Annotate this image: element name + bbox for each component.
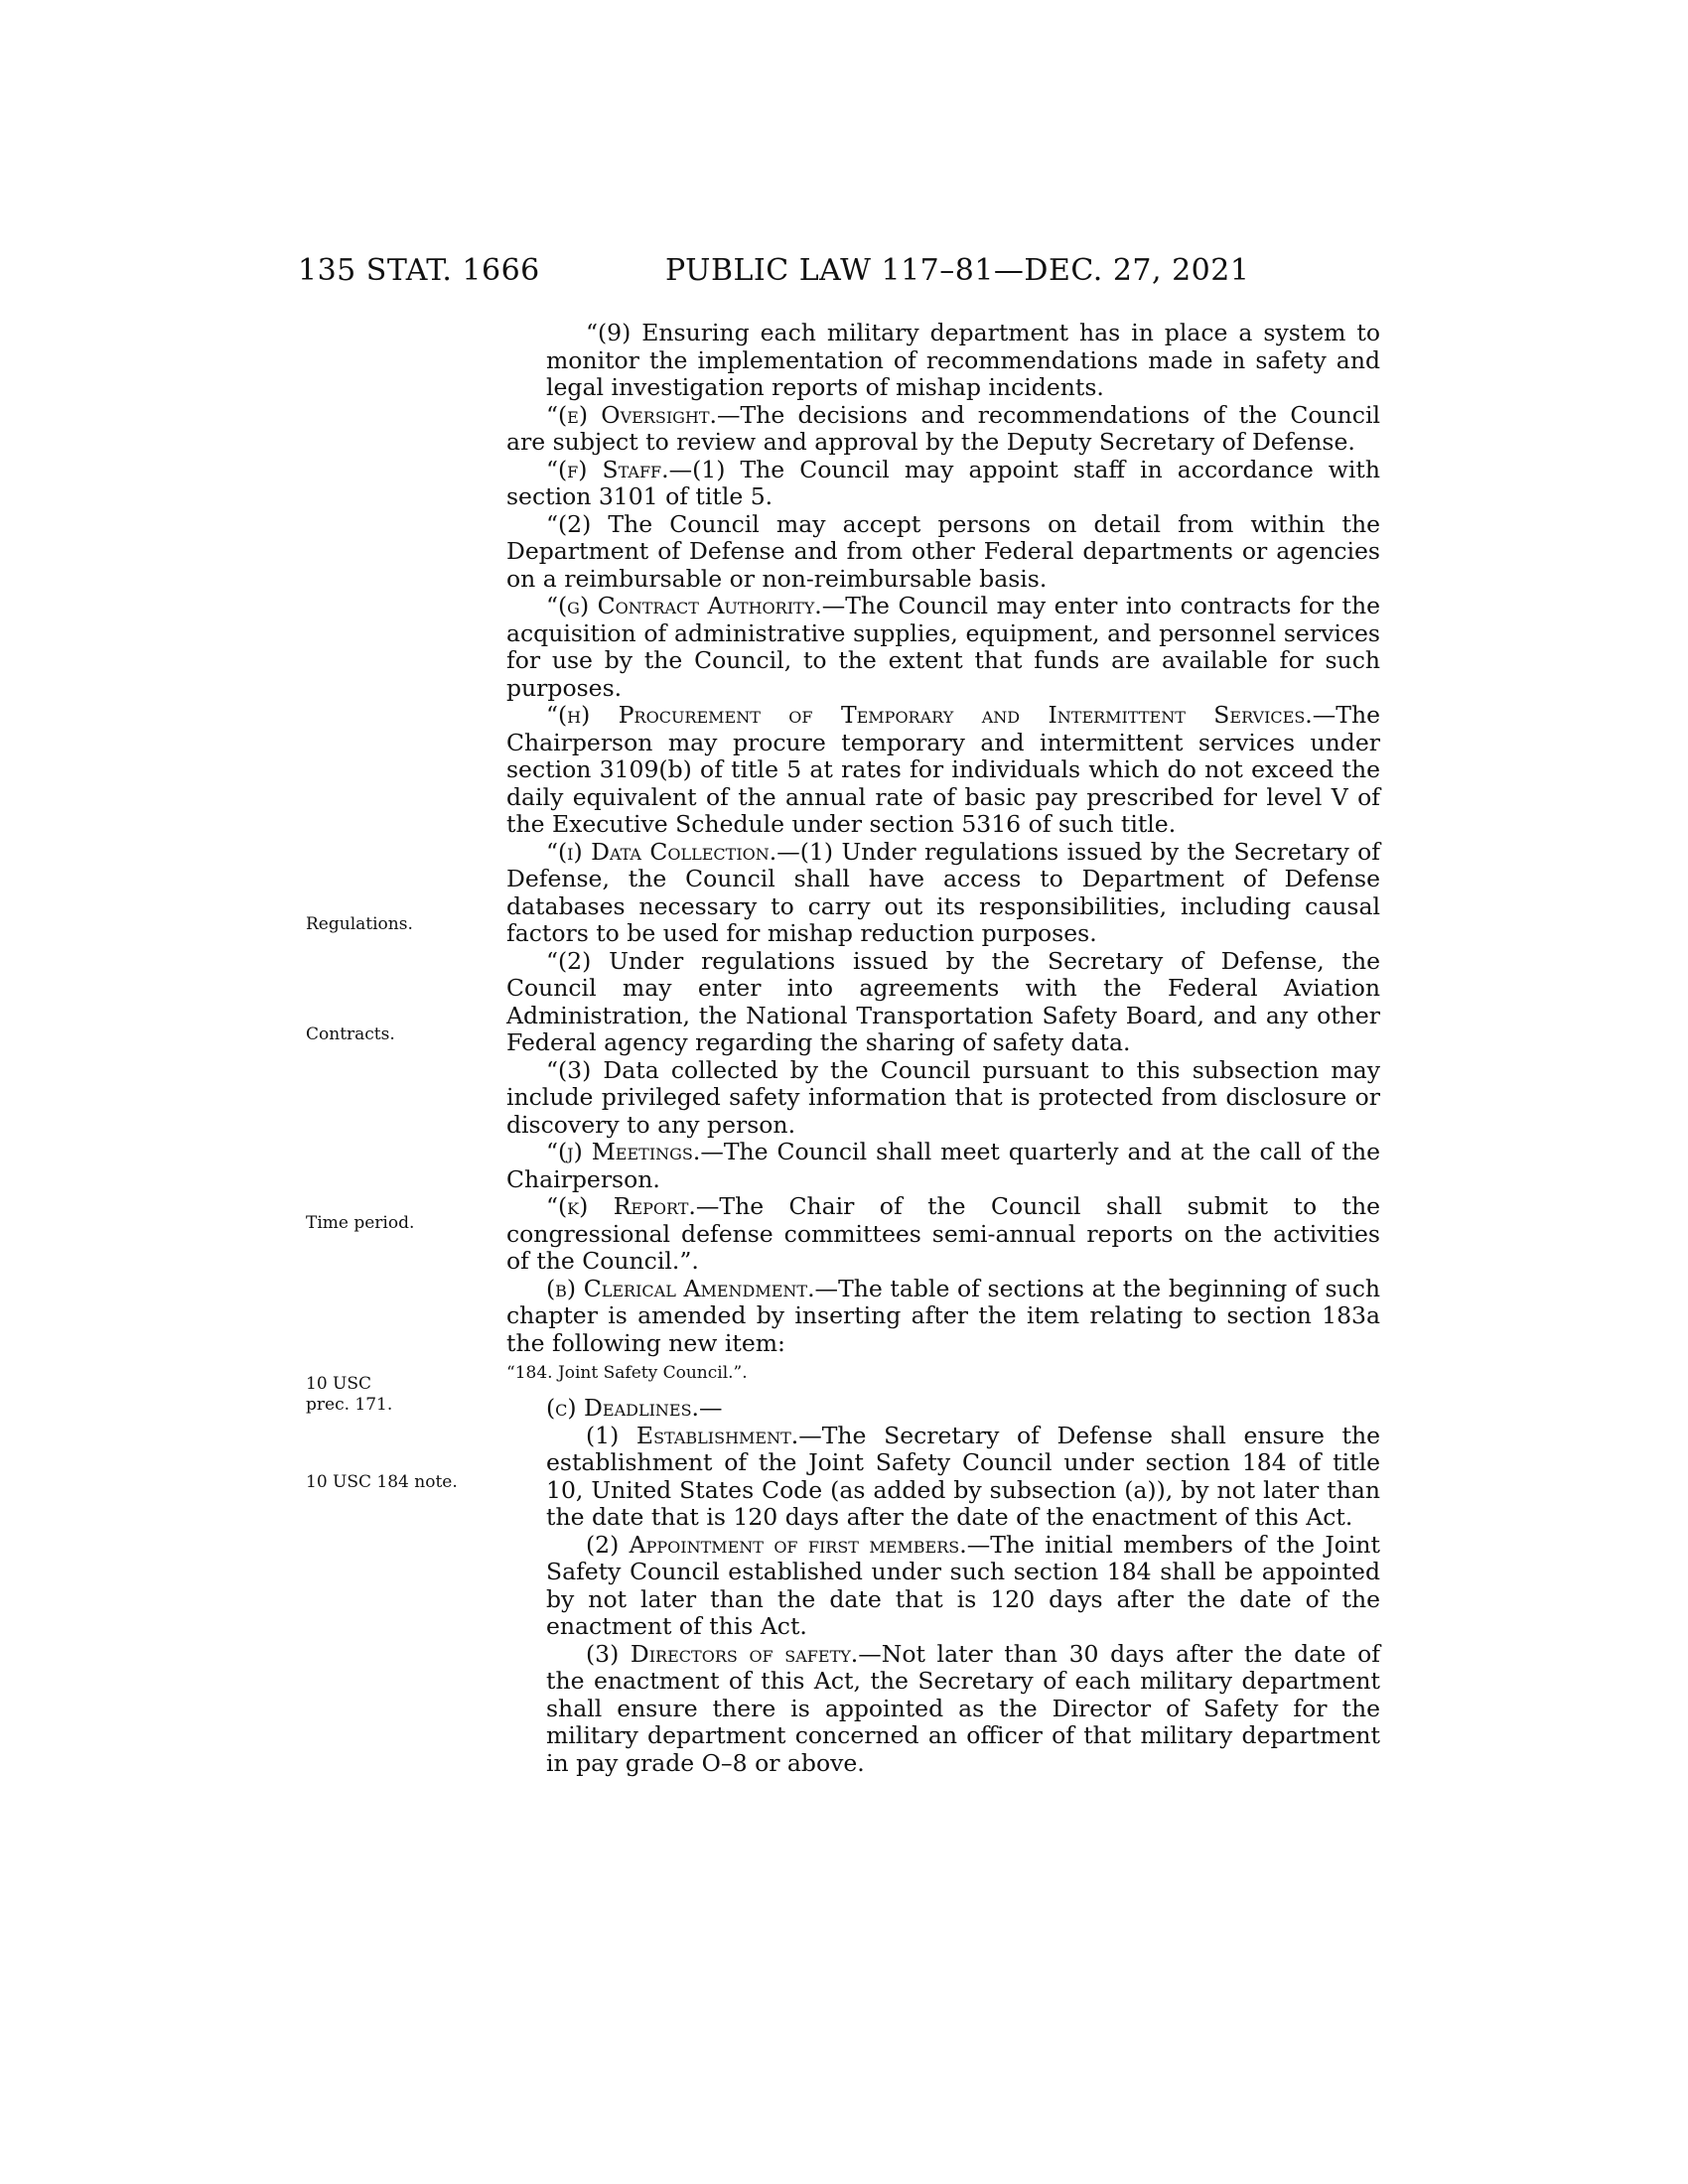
heading-directors-of-safety: (3) Directors of safety.— xyxy=(586,1639,882,1668)
margin-note-time-period: Time period. xyxy=(306,1213,415,1233)
margin-note-usc-prec: 10 USC prec. 171. xyxy=(306,1374,393,1415)
heading-staff: “(f) Staff.— xyxy=(546,455,693,483)
paragraph-j: “(j) Meetings.—The Council shall meet quarterly and at the call of the Chairperson. xyxy=(506,1138,1380,1193)
paragraph-c xyxy=(506,1395,1380,1423)
heading-deadlines: (c) Deadlines.— xyxy=(546,1394,723,1422)
paragraph-b: (b) Clerical Amendment.—The table of sections at the beginning of such chapter is amended by inserting after the item relating to section 183a the following new item: xyxy=(506,1274,1380,1357)
heading-meetings: “(j) Meetings.— xyxy=(546,1138,724,1165)
margin-note-usc-184-note: 10 USC 184 note. xyxy=(306,1472,458,1492)
paragraph-i3: “(3) Data collected by the Council pursuant to this subsection may include privileged safety information that is protected from disclosure or discovery to any person. xyxy=(506,1055,1380,1139)
heading-contract-authority: “(g) Contract Authority.— xyxy=(546,592,846,619)
stat-page-number: 135 STAT. 1666 xyxy=(298,253,540,288)
heading-clerical-amendment: (b) Clerical Amendment.— xyxy=(546,1274,839,1302)
paragraph-i2: “(2) Under regulations issued by the Secretary of Defense, the Council may enter into agreements with the Federal Aviation Administration, the National Transportation Safety Board, and any other Federal agency regarding the sharing of safety data. xyxy=(506,946,1380,1056)
paragraph-g: “(g) Contract Authority.—The Council may enter into contracts for the acquisition of administrative supplies, equipment, and personnel services for use by the Council, to the extent that funds are available for such purposes. xyxy=(506,592,1380,702)
margin-note-contracts: Contracts. xyxy=(306,1024,395,1044)
running-header: PUBLIC LAW 117–81—DEC. 27, 2021 xyxy=(665,253,1250,288)
paragraph-9: “(9) Ensuring each military department has in place a system to monitor the implementation of recommendations made in safety and legal investigation reports of mishap incidents. xyxy=(546,319,1380,401)
heading-appointment: (2) Appointment of first members.— xyxy=(586,1530,991,1559)
heading-establishment: (1) Establishment.— xyxy=(586,1421,822,1449)
paragraph-h: “(h) Procurement of Temporary and Intermittent Services.—The Chairperson may procure temporary and intermittent services under section 3109(b) of title 5 at rates for individuals which do not exceed the daily equivalent of the annual rate of basic pay prescribed for level V of the Executive Schedule under section 5316 of such title. xyxy=(506,701,1380,838)
paragraph-i: “(i) Data Collection.—(1) Under regulations issued by the Secretary of Defense, the Council shall have access to Department of Defense databases necessary to carry out its responsibilities, including causal factors to be used for mishap reduction purposes. xyxy=(506,837,1380,947)
body-text xyxy=(506,320,1380,1777)
paragraph-c3: (3) Directors of safety.—Not later than 30 days after the date of the enactment of this Act, the Secretary of each military department shall ensure there is appointed as the Director of Safety for the military department concerned an officer of that military department in pay grade O–8 or above. xyxy=(546,1639,1380,1777)
table-of-sections-item: “184. Joint Safety Council.”. xyxy=(506,1363,748,1383)
heading-report: “(k) Report.— xyxy=(546,1192,720,1220)
paragraph-c2: (2) Appointment of first members.—The initial members of the Joint Safety Council established under such section 184 shall be appointed by not later than the date that is 120 days after the date of the enactment of this Act. xyxy=(546,1530,1381,1640)
paragraph-f2: “(2) The Council may accept persons on detail from within the Department of Defense and from other Federal departments or agencies on a reimbursable or non-reimbursable basis. xyxy=(506,509,1380,593)
paragraph-e: “(e) Oversight.—The decisions and recommendations of the Council are subject to review and approval by the Deputy Secretary of Defense. xyxy=(506,400,1380,456)
heading-procurement: “(h) Procurement of Temporary and Intermittent Services.— xyxy=(546,701,1336,729)
heading-data-collection: “(i) Data Collection.— xyxy=(546,837,800,866)
heading-oversight: “(e) Oversight.— xyxy=(546,400,741,429)
paragraph-k: “(k) Report.—The Chair of the Council shall submit to the congressional defense committees semi-annual reports on the activities of the Council.”. xyxy=(506,1192,1381,1275)
margin-note-regulations: Regulations. xyxy=(306,914,413,934)
paragraph-f: “(f) Staff.—(1) The Council may appoint staff in accordance with section 3101 of title 5. xyxy=(506,455,1381,510)
paragraph-c1: (1) Establishment.—The Secretary of Defense shall ensure the establishment of the Joint Safety Council under section 184 of title 10, United States Code (as added by subsection (a)), by not later than the date that is 120 days after the date of the enactment of this Act. xyxy=(546,1421,1381,1531)
